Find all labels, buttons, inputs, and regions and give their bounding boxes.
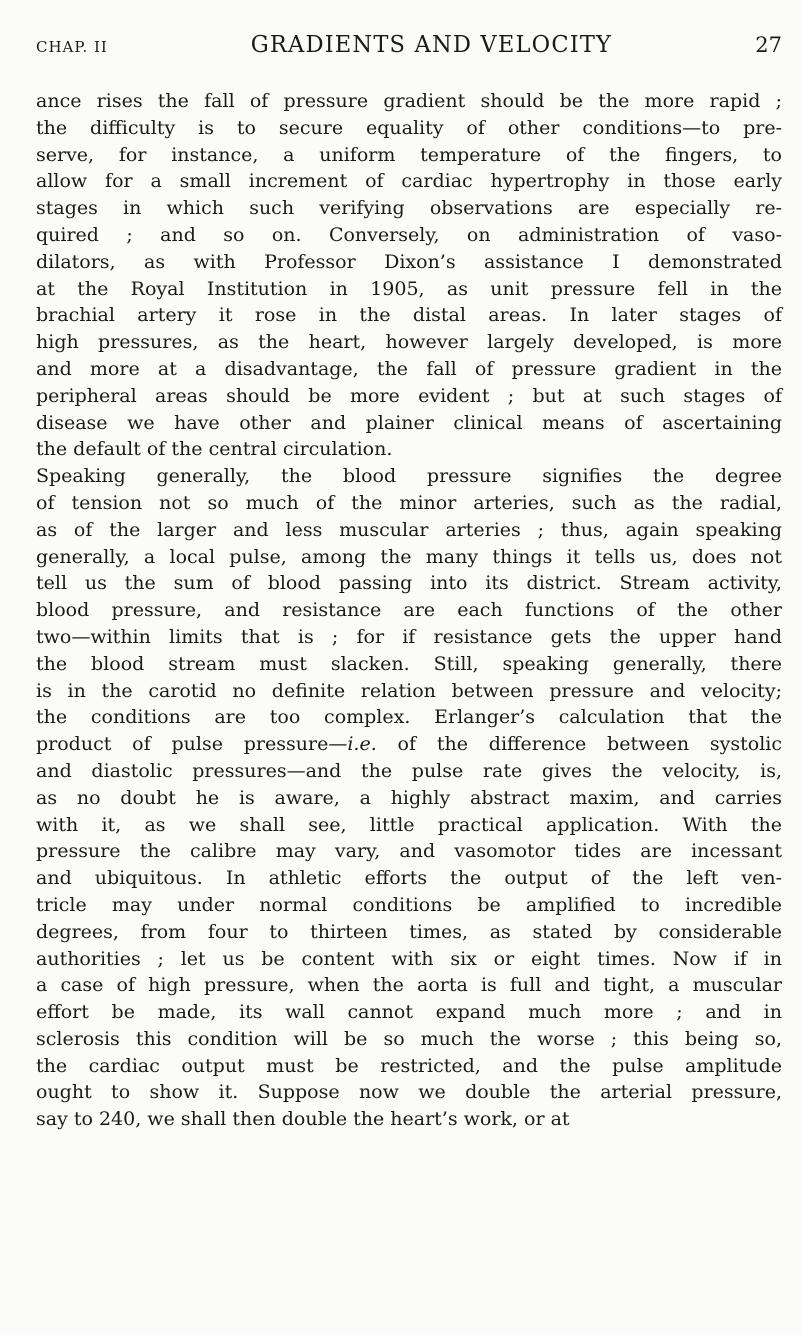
text-line: the conditions are too complex. Erlanger’s calculation that the [36, 706, 782, 729]
text-line: the difficulty is to secure equality of other conditions—to pre- [36, 116, 782, 139]
text-line: disease we have other and plainer clinical means of ascertaining [36, 411, 782, 434]
text-line: tricle may under normal conditions be amplified to incredible [36, 893, 782, 916]
text-line: product of pulse pressure—i.e. of the difference between systolic [36, 733, 782, 756]
text-line: and ubiquitous. In athletic efforts the output of the left ven- [36, 867, 782, 890]
text-line: peripheral areas should be more evident ; but at such stages of [36, 384, 782, 407]
paragraph [36, 88, 782, 463]
text-line: with it, as we shall see, little practical application. With the [36, 813, 782, 836]
text-line: sclerosis this condition will be so much the worse ; this being so, [36, 1027, 782, 1050]
paragraph [36, 463, 782, 1133]
text-line: pressure the calibre may vary, and vasomotor tides are incessant [36, 840, 782, 863]
book-page [36, 28, 782, 1131]
text-line: high pressures, as the heart, however largely developed, is more [36, 331, 782, 354]
text-line: allow for a small increment of cardiac hypertrophy in those early [36, 170, 782, 193]
running-head [36, 28, 782, 68]
text-line: stages in which such verifying observations are especially re- [36, 197, 782, 220]
text-line: and diastolic pressures—and the pulse rate gives the velocity, is, [36, 759, 782, 782]
page-title: GRADIENTS AND VELOCITY [250, 32, 613, 58]
text-line: degrees, from four to thirteen times, as stated by considerable [36, 920, 782, 943]
text-line: is in the carotid no definite relation between pressure and velocity; [36, 679, 782, 702]
text-line: a case of high pressure, when the aorta is full and tight, a muscular [36, 974, 782, 997]
text-line: ought to show it. Suppose now we double the arterial pressure, [36, 1081, 782, 1104]
text-line: say to 240, we shall then double the heart’s work, or at [36, 1108, 570, 1131]
text-line: the cardiac output must be restricted, and the pulse amplitude [36, 1054, 782, 1077]
chapter-label: CHAP. II [36, 38, 108, 56]
text-line: two—within limits that is ; for if resistance gets the upper hand [36, 625, 782, 648]
text-line: blood pressure, and resistance are each functions of the other [36, 599, 782, 622]
text-line: of tension not so much of the minor arteries, such as the radial, [36, 491, 782, 514]
text-line: as of the larger and less muscular arteries ; thus, again speaking [36, 518, 782, 541]
page-number: 27 [755, 33, 782, 57]
text-line: and more at a disadvantage, the fall of pressure gradient in the [36, 357, 782, 380]
text-line: effort be made, its wall cannot expand much more ; and in [36, 1001, 782, 1024]
text-line: brachial artery it rose in the distal areas. In later stages of [36, 304, 782, 327]
text-line: quired ; and so on. Conversely, on administration of vaso- [36, 223, 782, 246]
text-line: dilators, as with Professor Dixon’s assistance I demonstrated [36, 250, 782, 273]
text-line: generally, a local pulse, among the many things it tells us, does not [36, 545, 782, 568]
text-line: at the Royal Institution in 1905, as unit pressure fell in the [36, 277, 782, 300]
text-line: as no doubt he is aware, a highly abstract maxim, and carries [36, 786, 782, 809]
text-line: tell us the sum of blood passing into its district. Stream activity, [36, 572, 782, 595]
text-line: the blood stream must slacken. Still, speaking generally, there [36, 652, 782, 675]
text-line: the default of the central circulation. [36, 438, 393, 461]
text-line: serve, for instance, a uniform temperature of the fingers, to [36, 143, 782, 166]
text-line: authorities ; let us be content with six or eight times. Now if in [36, 947, 782, 970]
text-line: ance rises the fall of pressure gradient should be the more rapid ; [36, 90, 782, 112]
text-line: Speaking generally, the blood pressure signifies the degree [36, 465, 782, 488]
body-text [36, 88, 782, 1133]
